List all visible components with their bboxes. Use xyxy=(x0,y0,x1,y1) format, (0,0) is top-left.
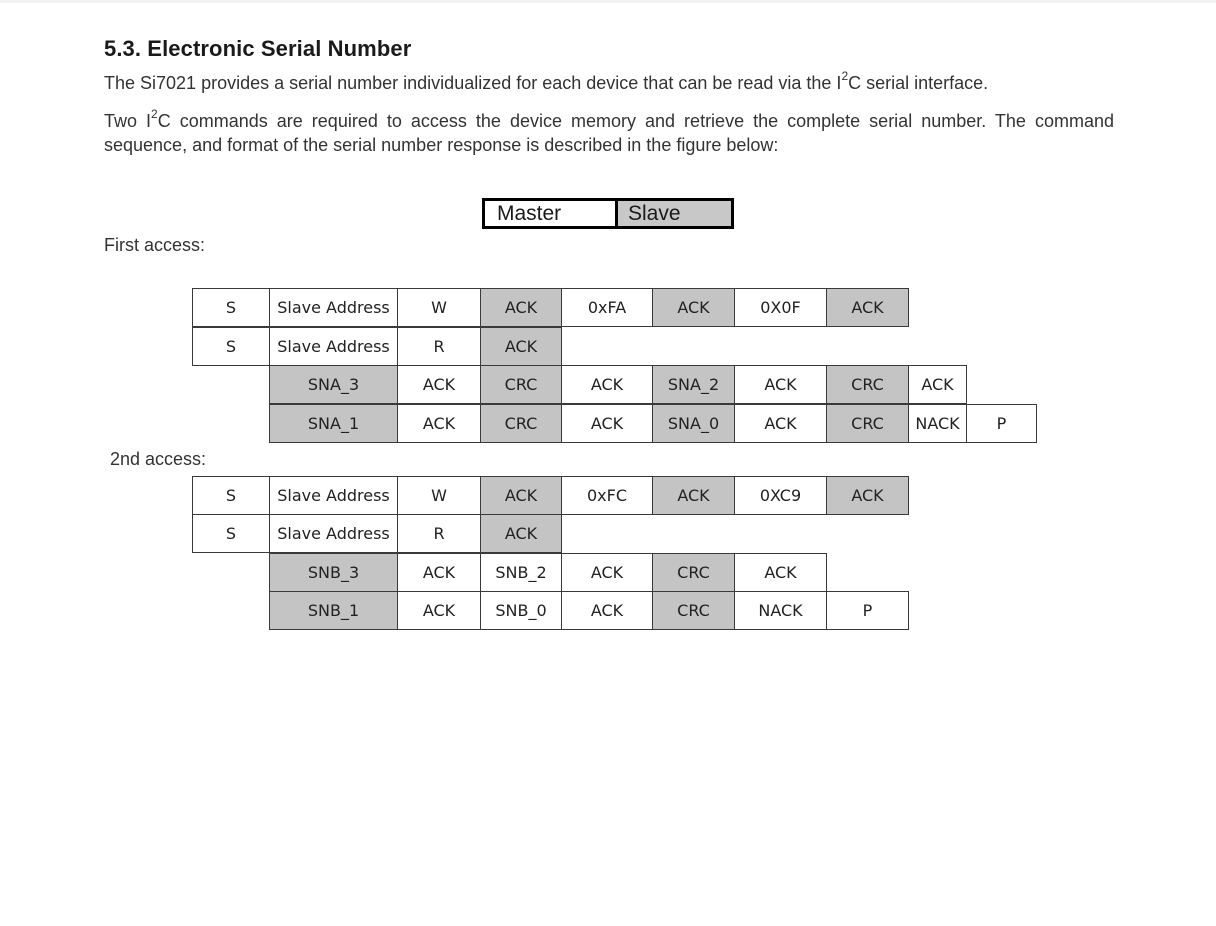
first-access-cell: CRC xyxy=(480,404,562,443)
para1-text-b: C serial interface. xyxy=(848,73,989,93)
legend-master: Master xyxy=(485,201,618,226)
para1-text-a: The Si7021 provides a serial number individualized for each device that can be read via the I xyxy=(104,73,842,93)
first-access-cell: SNA_1 xyxy=(269,404,398,443)
second-access-label: 2nd access: xyxy=(110,449,207,469)
command-paragraph xyxy=(104,109,1114,157)
second-access-cell: SNB_3 xyxy=(269,553,398,592)
first-access-cell: S xyxy=(192,327,270,366)
intro-paragraph xyxy=(104,71,1114,95)
first-access-cell: ACK xyxy=(734,404,827,443)
second-access-cell: Slave Address xyxy=(269,514,398,553)
first-access-cell: ACK xyxy=(561,404,653,443)
second-access-cell: ACK xyxy=(734,553,827,592)
first-access-cell: P xyxy=(966,404,1037,443)
first-access-cell: ACK xyxy=(480,288,562,327)
para2-superscript: 2 xyxy=(151,107,158,121)
second-access-cell: W xyxy=(397,476,481,515)
first-access-cell: ACK xyxy=(480,327,562,366)
second-access-cell: ACK xyxy=(561,553,653,592)
first-access-cell: ACK xyxy=(397,404,481,443)
first-access-cell: SNA_3 xyxy=(269,365,398,404)
first-access-cell: ACK xyxy=(734,365,827,404)
second-access-cell: SNB_1 xyxy=(269,591,398,630)
second-access-cell: 0xFC xyxy=(561,476,653,515)
first-access-cell: ACK xyxy=(397,365,481,404)
first-access-cell: CRC xyxy=(480,365,562,404)
second-access-cell: ACK xyxy=(561,591,653,630)
section-heading: 5.3. Electronic Serial Number xyxy=(104,36,412,61)
first-access-cell: CRC xyxy=(826,365,909,404)
para2-text-a: Two I xyxy=(104,111,152,131)
second-access-cell: P xyxy=(826,591,909,630)
second-access-cell: ACK xyxy=(397,553,481,592)
first-access-label: First access: xyxy=(104,235,206,255)
second-access-cell: ACK xyxy=(480,514,562,553)
first-access-cell: SNA_2 xyxy=(652,365,735,404)
first-access-cell: ACK xyxy=(908,365,967,404)
first-access-cell: Slave Address xyxy=(269,288,398,327)
para2-text-b: C commands are required to access the device memory and retrieve the complete serial number. The command sequence, and format of the serial number response is described in the figure below: xyxy=(104,111,1114,155)
first-access-cell: 0xFA xyxy=(561,288,653,327)
first-access-cell: Slave Address xyxy=(269,327,398,366)
second-access-cell: SNB_2 xyxy=(480,553,562,592)
second-access-cell: S xyxy=(192,514,270,553)
page-top-border xyxy=(0,0,1216,3)
second-access-cell: 0XC9 xyxy=(734,476,827,515)
second-access-cell: ACK xyxy=(652,476,735,515)
para1-superscript: 2 xyxy=(841,69,849,83)
first-access-cell: R xyxy=(397,327,481,366)
second-access-cell: CRC xyxy=(652,591,735,630)
second-access-cell: NACK xyxy=(734,591,827,630)
first-access-cell: ACK xyxy=(561,365,653,404)
second-access-cell: Slave Address xyxy=(269,476,398,515)
second-access-cell: SNB_0 xyxy=(480,591,562,630)
second-access-cell: R xyxy=(397,514,481,553)
first-access-cell: SNA_0 xyxy=(652,404,735,443)
first-access-cell: ACK xyxy=(652,288,735,327)
second-access-cell: ACK xyxy=(397,591,481,630)
second-access-cell: ACK xyxy=(480,476,562,515)
first-access-cell: CRC xyxy=(826,404,909,443)
legend-slave: Slave xyxy=(618,201,731,226)
first-access-cell: W xyxy=(397,288,481,327)
first-access-cell: S xyxy=(192,288,270,327)
first-access-cell: NACK xyxy=(908,404,967,443)
second-access-cell: ACK xyxy=(826,476,909,515)
first-access-cell: 0X0F xyxy=(734,288,827,327)
first-access-cell: ACK xyxy=(826,288,909,327)
second-access-cell: CRC xyxy=(652,553,735,592)
second-access-cell: S xyxy=(192,476,270,515)
master-slave-legend xyxy=(482,198,734,229)
